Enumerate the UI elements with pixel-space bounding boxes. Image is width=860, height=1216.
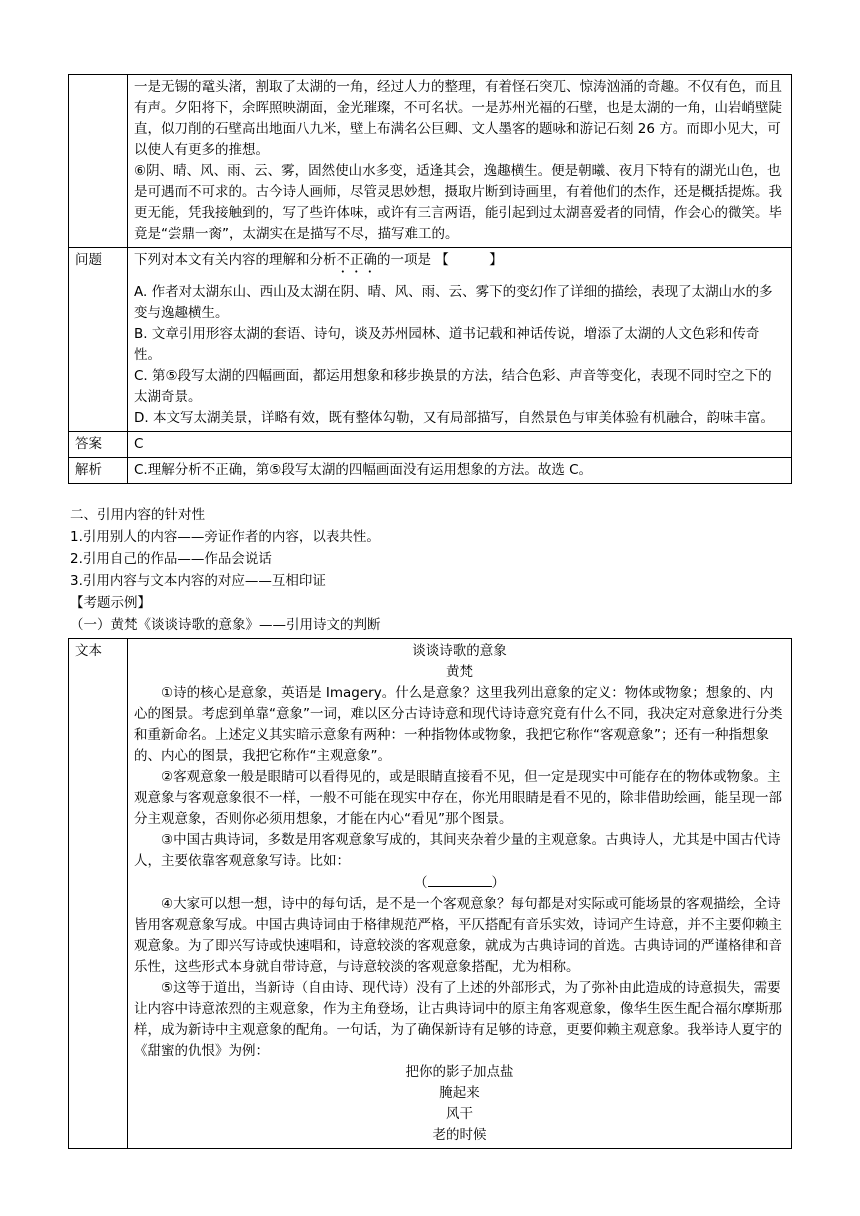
fill-blank: [134, 872, 785, 894]
section-two: [68, 504, 792, 636]
article-paragraph: ①诗的核心是意象，英语是 Imagery。什么是意象？这里我列出意象的定义：物体或物象；想象的、内心的图景。考虑到单靠“意象”一词，难以区分古诗诗意和现代诗诗意究竟有什么不同，我决定对意象进行分类和重新命名。上述定义其实暗示意象有两种：一种指物体或物象，我把它称作“客观意象”；还有一种指想象的、内心的图景，我把它称作“主观意象”。: [134, 685, 783, 764]
article-title: 谈谈诗歌的意象: [412, 643, 507, 659]
section-item: 1.引用别人的内容——旁证作者的内容，以表共性。: [70, 529, 380, 545]
article-paragraph: ④大家可以想一想，诗中的每句话，是不是一个客观意象？每句都是对实际或可能场景的客观描绘，全诗皆用客观意象写成。中国古典诗词由于格律规范严格，平仄搭配有音乐实效，诗词产生诗意，并不主要仰赖主观意象。为了即兴写诗或快速唱和，诗意较淡的客观意象，就成为古典诗词的首选。古典诗词的严谨格律和音乐性，这些形式本身就自带诗意，与诗意较淡的客观意象搭配，尤为相称。: [134, 896, 782, 975]
blank-line: [428, 872, 492, 887]
analysis-value: C.理解分析不正确，第⑤段写太湖的四幅画面没有运用想象的方法。故选 C。: [128, 458, 792, 484]
question-cell: [128, 248, 792, 432]
answer-value: C: [128, 432, 792, 458]
blank-close: ）: [491, 875, 505, 891]
text-row: [69, 639, 792, 1149]
sub-heading: （一）黄梵《谈谈诗歌的意象》——引用诗文的判断: [70, 617, 381, 633]
poem-line: 老的时候: [432, 1127, 487, 1143]
option-d: D. 本文写太湖美景，详略有效，既有整体勾勒，又有局部描写，自然景色与审美体验有机融合，韵味丰富。: [134, 410, 774, 426]
question-stem-emphasis: 不正确: [336, 252, 377, 268]
option-c: C. 第⑤段写太湖的四幅画面，都运用想象和移步换景的方法，结合色彩、声音等变化，表现不同时空之下的太湖奇景。: [134, 368, 772, 405]
example-heading: 【考题示例】: [70, 595, 151, 611]
text-paragraph: ⑥阴、晴、风、雨、云、雾，固然使山水多变，适逢其会，逸趣横生。便是朝曦、夜月下特有的湖光山色，也是可遇而不可求的。古今诗人画师，尽管灵思妙想，摄取片断到诗画里，有着他们的杰作，还是概括提炼。我更无能，凭我接触到的，写了些许体味，或许有三言两语，能引起到过太湖喜爱者的同情，作会心的微笑。毕竟是“尝鼎一脔”，太湖实在是描写不尽，描写难工的。: [134, 163, 782, 242]
text-label: 文本: [69, 639, 128, 1149]
section-heading: 二、引用内容的针对性: [70, 507, 205, 523]
section-item: 3.引用内容与文本内容的对应——互相印证: [70, 573, 326, 589]
text-row: [69, 75, 792, 248]
option-a: A. 作者对太湖东山、西山及太湖在阴、晴、风、雨、云、雾下的变幻作了详细的描绘，表现了太湖山水的多变与逸趣横生。: [134, 284, 773, 321]
text-label-cell: [69, 75, 128, 248]
article-paragraph: ③中国古典诗词，多数是用客观意象写成的，其间夹杂着少量的主观意象。古典诗人，尤其是中国古代诗人，主要依靠客观意象写诗。比如：: [134, 832, 781, 869]
option-b: B. 文章引用形容太湖的套语、诗句，谈及苏州园林、道书记载和神话传说，增添了太湖的人文色彩和传奇性。: [134, 326, 760, 363]
section-item: 2.引用自己的作品——作品会说话: [70, 551, 272, 567]
poem-line: 腌起来: [439, 1085, 480, 1101]
question-table: [68, 74, 792, 484]
text-content-cell: [128, 75, 792, 248]
text-table: [68, 638, 792, 1149]
article-cell: [128, 639, 792, 1149]
answer-row: [69, 432, 792, 458]
answer-label: 答案: [69, 432, 128, 458]
question-label: 问题: [69, 248, 128, 432]
question-stem-post: 的一项是 【 】: [377, 252, 503, 268]
article-paragraph: ⑤这等于道出，当新诗（自由诗、现代诗）没有了上述的外部形式，为了弥补由此造成的诗意损失，需要让内容中诗意浓烈的主观意象，作为主角登场，让古典诗词中的原主角客观意象，像华生医生配合福尔摩斯那样，成为新诗中主观意象的配角。一句话，为了确保新诗有足够的诗意，更要仰赖主观意象。我举诗人夏宇的《甜蜜的仇恨》为例：: [134, 980, 782, 1059]
document-page: [68, 74, 792, 1149]
blank-open: （: [414, 875, 428, 891]
question-stem: [134, 250, 785, 276]
poem-line: 风干: [446, 1106, 473, 1122]
article-paragraph: ②客观意象一般是眼睛可以看得见的，或是眼睛直接看不见，但一定是现实中可能存在的物体或物象。主观意象与客观意象很不一样，一般不可能在现实中存在，你光用眼睛是看不见的，除非借助绘画，能呈现一部分主观意象，否则你必须用想象，才能在内心“看见”那个图景。: [134, 769, 782, 827]
analysis-label: 解析: [69, 458, 128, 484]
text-paragraph: 一是无锡的鼋头渚，割取了太湖的一角，经过人力的整理，有着怪石突兀、惊涛汹涌的奇趣。不仅有色，而且有声。夕阳将下，余晖照映湖面，金光璀璨，不可名状。一是苏州光福的石壁，也是太湖的一角，山岩峭壁陡直，似刀削的石壁高出地面八九米，壁上布满名公巨卿、文人墨客的题咏和游记石刻 26 方。而即小见大，可以使人有更多的推想。: [134, 79, 782, 158]
analysis-row: [69, 458, 792, 484]
article-author: 黄梵: [446, 664, 473, 680]
question-stem-pre: 下列对本文有关内容的理解和分析: [134, 252, 337, 268]
poem-line: 把你的影子加点盐: [405, 1064, 514, 1080]
question-row: [69, 248, 792, 432]
